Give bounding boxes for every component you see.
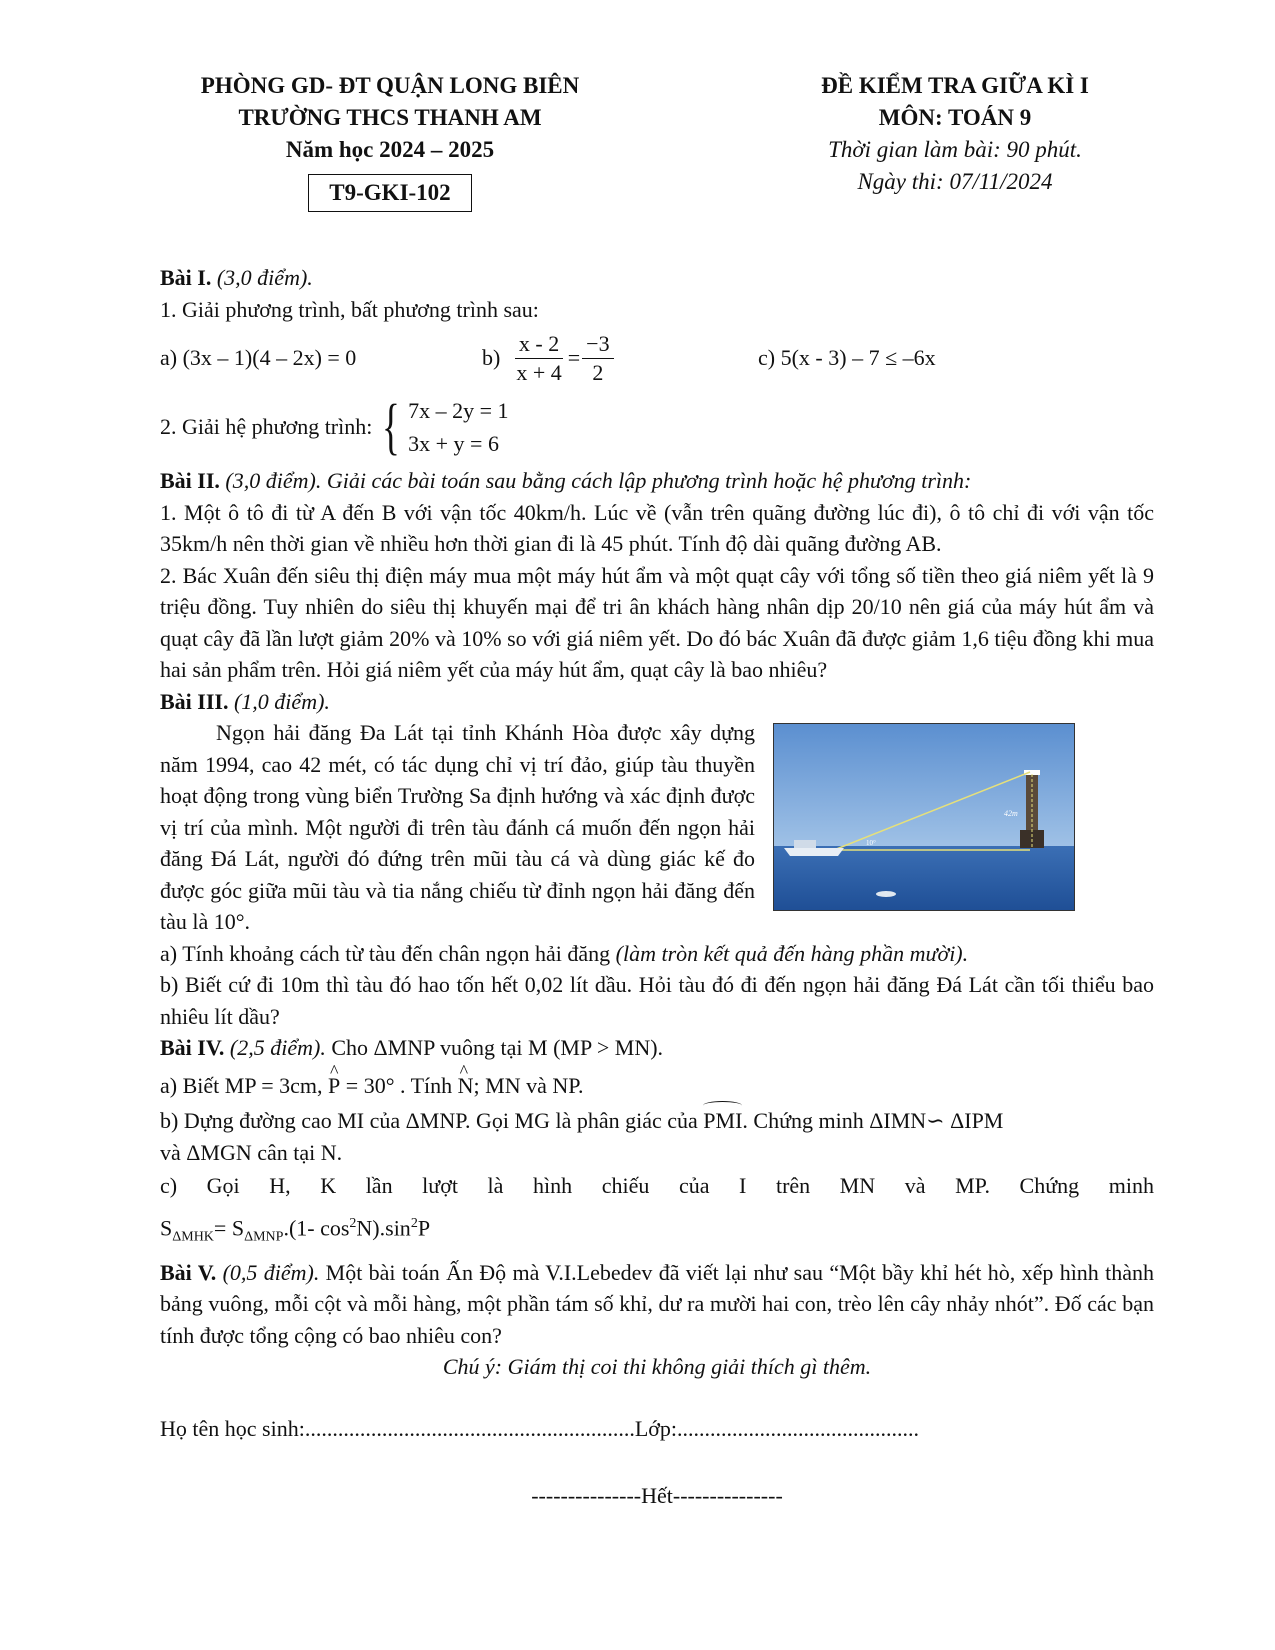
brace-symbol: {: [382, 393, 401, 461]
bai3-title: Bài III.: [160, 688, 229, 714]
c-word: lần: [365, 1173, 393, 1198]
bai2-heading: [160, 465, 1154, 497]
formula-sub-1: ΔMHK: [172, 1229, 214, 1245]
formula-S: S: [160, 1214, 173, 1240]
bai5: [160, 1257, 1154, 1352]
angle-PMI: PMI: [703, 1105, 742, 1137]
end-marker: ---------------Hết---------------: [531, 1483, 783, 1509]
bai4-question-b: [160, 1105, 1154, 1137]
bai1-eq-b: [482, 330, 720, 387]
bai1-points: (3,0 điểm).: [216, 265, 313, 290]
system-equations: [408, 394, 508, 460]
c-word: Gọi: [206, 1173, 240, 1198]
header-left: [150, 70, 630, 212]
bai3-points: (1,0 điểm).: [233, 688, 330, 714]
equals-sign: =: [567, 345, 581, 371]
subject: MÔN: TOÁN 9: [878, 105, 1032, 130]
c-word: Chứng: [1019, 1173, 1080, 1198]
c-word: lượt: [422, 1173, 458, 1198]
bai5-title: Bài V.: [160, 1259, 217, 1285]
bai3-heading: [160, 686, 1154, 718]
bai4-a-mid: = 30° . Tính: [345, 1072, 453, 1098]
formula-sup-2: 2: [410, 1215, 418, 1231]
c-word: H,: [269, 1173, 291, 1198]
bai4-b-pre: b) Dựng đường cao MI của ΔMNP. Gọi MG là phân giác của: [160, 1108, 698, 1133]
bai1-q2: 2. Giải hệ phương trình:: [160, 414, 373, 440]
system-eq-1: 7x – 2y = 1: [408, 398, 509, 423]
bai2-problem-1: 1. Một ô tô đi từ A đến B với vận tốc 40km/h. Lúc về (vẫn trên quãng đường lúc đi), ô tô chỉ đi với vận tốc 35km/h nên thời gian về nhiều hơn thời gian đi là 45 phút. Tính độ dài quãng đường AB.: [160, 499, 1154, 556]
formula-eq: = S: [213, 1214, 245, 1240]
denominator-left: x + 4: [516, 359, 562, 385]
exam-date: Ngày thi: 07/11/2024: [857, 169, 1053, 194]
c-word: của: [678, 1173, 710, 1198]
denominator-right: 2: [592, 359, 604, 385]
fraction-right: [582, 330, 613, 387]
bai3-text: Ngọn hải đăng Đa Lát tại tỉnh Khánh Hòa được xây dựng năm 1994, cao 42 mét, có tác dụng chỉ vị trí đảo, giúp tàu thuyền hoạt động trong vùng biển Trường Sa định hướng và xác định được vị trí của mình. Một người đi trên tàu đánh cá muốn đến ngọn hải đăng Đá Lát, người đó đứng trên mũi tàu cá và dùng giác kế đo được góc giữa mũi tàu và tia nắng chiếu từ đỉnh ngọn hải đăng đến tàu là 10°.: [160, 720, 755, 934]
equation-system: [376, 394, 508, 460]
bai1-equations: [160, 325, 1154, 391]
bai1-heading: [160, 262, 1154, 294]
bai4-question-b-line2: và ΔMGN cân tại N.: [160, 1139, 343, 1165]
bai2-points: (3,0 điểm). Giải các bài toán sau bằng cách lập phương trình hoặc hệ phương trình:: [225, 468, 972, 493]
formula-sup-1: 2: [349, 1215, 357, 1231]
angle-label: 10°: [866, 839, 876, 847]
bai4-heading: [160, 1032, 1154, 1064]
lighthouse-illustration: [774, 724, 1074, 910]
bai3-question-a-text: a) Tính khoảng cách từ tàu đến chân ngọn hải đăng: [160, 940, 611, 966]
bai4-question-a: [160, 1070, 1154, 1102]
school-year: Năm học 2024 – 2025: [285, 137, 495, 162]
bai5-points: (0,5 điểm).: [222, 1259, 320, 1285]
bai4-title: Bài IV.: [160, 1035, 225, 1060]
bai3-question-a: [160, 938, 1154, 970]
c-word: MN: [839, 1173, 876, 1198]
boat-cabin: [794, 840, 816, 848]
bai3-question-a-note: (làm tròn kết quả đến hàng phần mười).: [615, 940, 969, 966]
angle-P: ^ P: [328, 1070, 340, 1102]
lighthouse-photo: [773, 723, 1075, 911]
numerator-left: x - 2: [515, 330, 563, 359]
c-word: chiếu: [601, 1173, 650, 1198]
fraction-left: [512, 330, 565, 387]
bai2-problem-2: 2. Bác Xuân đến siêu thị điện máy mua một máy hút ẩm và một quạt cây với tổng số tiền theo giá niêm yết là 9 triệu đồng. Tuy nhiên do siêu thị khuyến mại để tri ân khách hàng nhân dịp 20/10 nên giá của máy hút ẩm và quạt cây đã lần lượt giảm 20% và 10% so với giá niêm yết. Do đó bác Xuân đã được giảm 1,6 tiệu đồng khi mua hai sản phẩm trên. Hỏi giá niêm yết của máy hút ẩm, quạt cây là bao nhiêu?: [160, 562, 1154, 682]
bai1-eq-b-label: b): [482, 345, 501, 371]
c-word: minh: [1108, 1173, 1154, 1198]
exam-content: [160, 262, 1154, 1512]
c-word: I: [739, 1173, 747, 1198]
bai1-system: [160, 391, 1154, 463]
fishing-boat: [784, 848, 844, 856]
exam-code: T9-GKI-102: [308, 174, 471, 212]
bai4-points: (2,5 điểm).: [229, 1035, 326, 1060]
bai4-question-c: [160, 1170, 1154, 1202]
bai4-formula: [160, 1208, 1154, 1253]
bai5-text: Một bài toán Ấn Độ mà V.I.Lebedev đã viết lại như sau “Một bầy khỉ hét hò, xếp hình thành bảng vuông, mỗi cột và mỗi hàng, một phần tám số khỉ, dư ra mười hai con, trèo lên cây nhảy nhót”. Đố các bạn tính được tổng cộng có bao nhiêu con?: [160, 1259, 1155, 1348]
duration: Thời gian làm bài: 90 phút.: [828, 137, 1082, 162]
bai1-eq-a: a) (3x – 1)(4 – 2x) = 0: [160, 345, 357, 371]
c-word: và: [904, 1173, 926, 1198]
bai4-a-post: ; MN và NP.: [473, 1072, 584, 1098]
small-boat: [876, 891, 896, 897]
bai4-b-post: . Chứng minh ΔIMN∽ ΔIPM: [742, 1108, 1004, 1133]
c-word: là: [487, 1173, 504, 1198]
bai3-body: [160, 717, 1154, 938]
c-word: c): [160, 1173, 178, 1198]
numerator-right: −3: [582, 330, 613, 359]
c-word: trên: [775, 1173, 811, 1198]
bai4-a-pre: a) Biết MP = 3cm,: [160, 1072, 323, 1098]
header-right: [760, 70, 1150, 198]
c-word: K: [320, 1173, 337, 1198]
school-name: TRƯỜNG THCS THANH AM: [238, 105, 542, 130]
department-name: PHÒNG GD- ĐT QUẬN LONG BIÊN: [200, 73, 580, 98]
system-eq-2: 3x + y = 6: [408, 431, 499, 456]
height-label: 42m: [1004, 809, 1018, 818]
bai1-title: Bài I.: [160, 265, 212, 290]
c-word: MP.: [955, 1173, 990, 1198]
student-info-line: Họ tên học sinh:............................................................Lớp:............................................: [160, 1415, 919, 1441]
bai2-title: Bài II.: [160, 468, 220, 493]
formula-sub-2: ΔMNP: [244, 1229, 284, 1245]
formula-tail-3: P: [417, 1214, 431, 1240]
exam-title: ĐỀ KIỂM TRA GIỮA KÌ I: [821, 73, 1089, 98]
formula-tail-1: .(1- cos: [283, 1214, 350, 1240]
bai3-question-b: b) Biết cứ đi 10m thì tàu đó hao tốn hết 0,02 lít dầu. Hỏi tàu đó đi đến ngọn hải đăng Đá Lát cần tối thiểu bao nhiêu lít dầu?: [160, 972, 1154, 1029]
bai1-eq-c: c) 5(x - 3) – 7 ≤ –6x: [758, 345, 936, 371]
exam-note: Chú ý: Giám thị coi thi không giải thích gì thêm.: [442, 1354, 872, 1380]
angle-N: ^ N: [458, 1070, 474, 1102]
bai1-q1: 1. Giải phương trình, bất phương trình sau:: [160, 296, 539, 322]
formula-tail-2: N).sin: [356, 1214, 411, 1240]
c-word: hình: [533, 1173, 573, 1198]
bai4-intro: Cho ΔMNP vuông tại M (MP > MN).: [331, 1035, 664, 1060]
bai3-text-block: [160, 717, 755, 938]
